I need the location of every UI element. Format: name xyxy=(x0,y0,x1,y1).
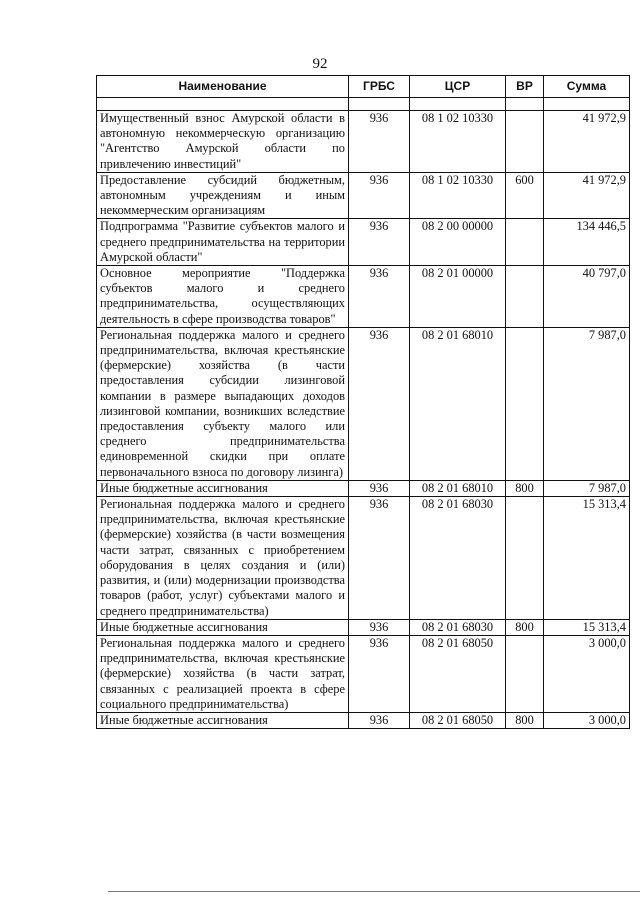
row-sum: 15 313,4 xyxy=(544,619,630,635)
row-vr: 800 xyxy=(506,712,544,728)
table-row xyxy=(97,111,630,173)
row-sum: 134 446,5 xyxy=(544,219,630,266)
row-grbs: 936 xyxy=(349,219,410,266)
row-grbs: 936 xyxy=(349,635,410,712)
row-name: Региональная поддержка малого и среднего предпринимательства, включая крестьянские (фермерские) хозяйства (в части затрат, связанных с реализацией проекта в сфере социального предпринимательства) xyxy=(97,635,349,712)
row-vr: 800 xyxy=(506,480,544,496)
row-csr: 08 2 00 00000 xyxy=(410,219,506,266)
row-name: Иные бюджетные ассигнования xyxy=(97,480,349,496)
spacer-cell xyxy=(349,98,410,111)
table-row xyxy=(97,480,630,496)
spacer-cell xyxy=(410,98,506,111)
row-sum: 7 987,0 xyxy=(544,480,630,496)
row-grbs: 936 xyxy=(349,111,410,173)
row-grbs: 936 xyxy=(349,266,410,328)
row-csr: 08 1 02 10330 xyxy=(410,172,506,219)
row-sum: 3 000,0 xyxy=(544,712,630,728)
header-sum: Сумма xyxy=(544,76,630,98)
row-vr: 600 xyxy=(506,172,544,219)
row-sum: 7 987,0 xyxy=(544,327,630,480)
table-row xyxy=(97,219,630,266)
spacer-cell xyxy=(544,98,630,111)
table-row xyxy=(97,172,630,219)
header-vr: ВР xyxy=(506,76,544,98)
row-sum: 15 313,4 xyxy=(544,497,630,620)
table-row xyxy=(97,619,630,635)
table-row xyxy=(97,327,630,480)
row-vr xyxy=(506,635,544,712)
spacer-cell xyxy=(97,98,349,111)
row-sum: 41 972,9 xyxy=(544,172,630,219)
row-csr: 08 2 01 68050 xyxy=(410,712,506,728)
row-name: Иные бюджетные ассигнования xyxy=(97,619,349,635)
header-grbs: ГРБС xyxy=(349,76,410,98)
row-grbs: 936 xyxy=(349,619,410,635)
row-name: Подпрограмма "Развитие субъектов малого и среднего предпринимательства на территории Амурской области" xyxy=(97,219,349,266)
row-csr: 08 2 01 68030 xyxy=(410,497,506,620)
row-vr xyxy=(506,497,544,620)
row-csr: 08 2 01 00000 xyxy=(410,266,506,328)
row-grbs: 936 xyxy=(349,497,410,620)
table-row xyxy=(97,712,630,728)
row-name: Региональная поддержка малого и среднего предпринимательства, включая крестьянские (фермерские) хозяйства (в части предоставления субсидии лизинговой компании в размере выпадающих доходов лизинговой компании, возникших вследствие предоставления субъекту малого или среднего предпринимательства единовременной скидки при оплате первоначального взноса по договору лизинга) xyxy=(97,327,349,480)
row-csr: 08 2 01 68010 xyxy=(410,480,506,496)
budget-table xyxy=(96,75,630,729)
row-vr xyxy=(506,327,544,480)
row-grbs: 936 xyxy=(349,172,410,219)
spacer-cell xyxy=(506,98,544,111)
header-csr: ЦСР xyxy=(410,76,506,98)
row-csr: 08 2 01 68030 xyxy=(410,619,506,635)
row-grbs: 936 xyxy=(349,480,410,496)
table-row xyxy=(97,497,630,620)
table-row xyxy=(97,266,630,328)
row-vr xyxy=(506,266,544,328)
row-name: Предоставление субсидий бюджетным, автономным учреждениям и иным некоммерческим организациям xyxy=(97,172,349,219)
row-vr xyxy=(506,219,544,266)
row-grbs: 936 xyxy=(349,712,410,728)
row-grbs: 936 xyxy=(349,327,410,480)
table-row xyxy=(97,635,630,712)
row-name: Имущественный взнос Амурской области в автономную некоммерческую организацию "Агентство Амурской области по привлечению инвестиций" xyxy=(97,111,349,173)
header-name: Наименование xyxy=(97,76,349,98)
row-sum: 41 972,9 xyxy=(544,111,630,173)
spacer-row xyxy=(97,98,630,111)
row-name: Региональная поддержка малого и среднего предпринимательства, включая крестьянские (фермерские) хозяйства (в части возмещения части затрат, связанных с приобретением оборудования в целях создания и (или) развития, и (или) модернизации производства товаров (работ, услуг) субъектами малого и среднего предпринимательства) xyxy=(97,497,349,620)
row-csr: 08 2 01 68010 xyxy=(410,327,506,480)
row-sum: 40 797,0 xyxy=(544,266,630,328)
page-number: 92 xyxy=(312,56,328,72)
row-name: Иные бюджетные ассигнования xyxy=(97,712,349,728)
scan-bottom-edge xyxy=(108,891,640,892)
row-sum: 3 000,0 xyxy=(544,635,630,712)
row-name: Основное мероприятие "Поддержка субъектов малого и среднего предпринимательства, осуществляющих деятельность в сфере производства товаров" xyxy=(97,266,349,328)
row-csr: 08 2 01 68050 xyxy=(410,635,506,712)
row-csr: 08 1 02 10330 xyxy=(410,111,506,173)
row-vr: 800 xyxy=(506,619,544,635)
table-header-row xyxy=(97,76,630,98)
row-vr xyxy=(506,111,544,173)
